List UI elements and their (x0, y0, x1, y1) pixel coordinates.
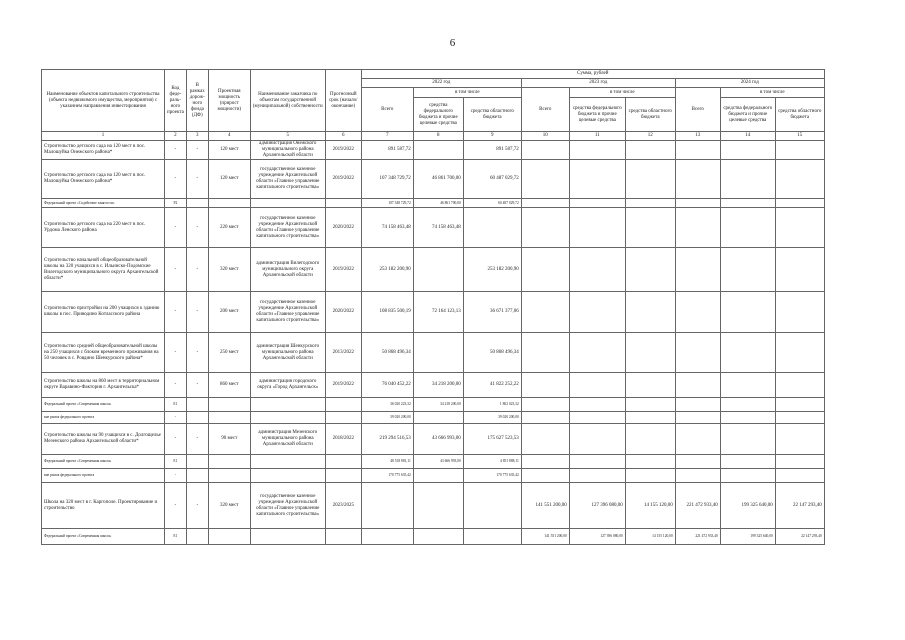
cell-value (625, 398, 675, 412)
cell-value (625, 333, 675, 373)
cell-value: 74 158 463,48 (361, 208, 413, 248)
cell-code: - (165, 333, 187, 373)
cell-period: 2020/2022 (325, 292, 361, 333)
cell-customer: администрация Вилегодского муниципального округа Архангельской области (250, 248, 325, 292)
column-number: 8 (413, 132, 463, 141)
table-row (42, 160, 825, 199)
table-subrow (42, 199, 825, 208)
cell-value (720, 141, 775, 160)
cell-value (775, 248, 824, 292)
header-capacity: Проектная мощность (прирост мощности) (208, 70, 250, 132)
cell-value (569, 373, 625, 398)
cell-code: - (165, 373, 187, 398)
cell-value (569, 424, 625, 455)
cell-name: Строительство детского сада на 220 мест в пос. Урдома Ленского района (42, 208, 165, 248)
cell-customer: государственное казенное учреждение Архангельской области «Главное управление капитального строительства» (250, 160, 325, 199)
cell-value: 221 472 933,40 (675, 483, 720, 529)
header-fund: В рамках дорож-ного фонда (ДФ) (186, 70, 208, 132)
cell-period: 2023/2025 (325, 483, 361, 529)
cell-code: E1 (165, 455, 187, 469)
cell-value (675, 199, 720, 208)
table-row (42, 292, 825, 333)
cell-fund (186, 412, 208, 424)
cell-value: 199 325 640,00 (720, 529, 775, 545)
cell-value: 1 802 023,32 (463, 398, 521, 412)
cell-capacity: 250 мест (208, 333, 250, 373)
cell-fund (186, 469, 208, 483)
cell-value (521, 141, 569, 160)
table-row (42, 373, 825, 398)
cell-fund: - (186, 333, 208, 373)
cell-value (463, 208, 521, 248)
header-regional-2023: средства областного бюджета (625, 98, 675, 132)
cell-customer: администрация Шенкурского муниципального района Архангельской области (250, 333, 325, 373)
cell-value: 4 851 888,11 (463, 455, 521, 469)
cell-value (775, 373, 824, 398)
cell-value (675, 455, 720, 469)
cell-value: 127 396 080,00 (569, 529, 625, 545)
cell-capacity (208, 469, 250, 483)
cell-period (325, 199, 361, 208)
cell-value: 219 294 516,53 (361, 424, 413, 455)
cell-customer (250, 455, 325, 469)
cell-name: Федеральный проект «Содействие занятости» (42, 199, 165, 208)
cell-value (569, 141, 625, 160)
cell-value: 34 218 200,00 (413, 373, 463, 398)
cell-code: - (165, 292, 187, 333)
cell-value: 170 775 635,42 (463, 469, 521, 483)
cell-value (625, 424, 675, 455)
cell-value (775, 412, 824, 424)
cell-capacity: 320 мест (208, 248, 250, 292)
cell-fund: - (186, 292, 208, 333)
cell-value (463, 483, 521, 529)
header-total-2022: Всего (361, 88, 413, 132)
cell-value (625, 208, 675, 248)
cell-value (720, 373, 775, 398)
cell-value (675, 398, 720, 412)
column-number: 15 (775, 132, 824, 141)
cell-value (675, 292, 720, 333)
cell-value (775, 199, 824, 208)
cell-value: 50 868 496,34 (361, 333, 413, 373)
table-body (42, 141, 825, 545)
column-number: 14 (720, 132, 775, 141)
column-number: 4 (208, 132, 250, 141)
cell-value: 34 218 200,00 (413, 398, 463, 412)
cell-value (625, 373, 675, 398)
cell-value: 72 164 123,13 (413, 292, 463, 333)
cell-period (325, 412, 361, 424)
cell-customer: администрация городского округа «Город Архангельск» (250, 373, 325, 398)
cell-name: Строительство средней общеобразовательной школы на 250 учащихся с блоком временного проживания на 50 человек в с. Ровдино Шенкурского района* (42, 333, 165, 373)
cell-value (675, 424, 720, 455)
header-federal-2022: средства федерального бюджета и прочие целевые средства (413, 98, 463, 132)
column-number: 6 (325, 132, 361, 141)
column-number: 12 (625, 132, 675, 141)
header-code: Код феде-раль-ного проекта (165, 70, 187, 132)
cell-value (521, 333, 569, 373)
cell-code: - (165, 208, 187, 248)
cell-name: Федеральный проект «Современная школа» (42, 455, 165, 469)
table-row (42, 208, 825, 248)
cell-value (675, 248, 720, 292)
cell-value (569, 248, 625, 292)
cell-code: E1 (165, 398, 187, 412)
cell-value (720, 199, 775, 208)
cell-value (521, 248, 569, 292)
cell-value (569, 208, 625, 248)
header-regional-2024: средства областного бюджета (775, 98, 824, 132)
cell-value (775, 160, 824, 199)
header-year-2024: 2024 год (675, 79, 824, 88)
cell-customer (250, 412, 325, 424)
header-name: Наименование объектов капитального строительства (объекта недвижимого имущества, мероприятия) с указанием направления инвестирования (42, 70, 165, 132)
cell-value: 39 020 200,00 (361, 412, 413, 424)
cell-value (625, 455, 675, 469)
cell-name: Строительство школы на 90 учащихся в с. Долгощелье Мезенского района Архангельской области* (42, 424, 165, 455)
cell-value (775, 424, 824, 455)
cell-name: Школа на 320 мест в г. Каргополе. Проектирование и строительство (42, 483, 165, 529)
cell-value (675, 160, 720, 199)
header-total-2024: Всего (675, 88, 720, 132)
cell-period (325, 455, 361, 469)
cell-code: - (165, 483, 187, 529)
cell-period (325, 398, 361, 412)
cell-value: 74 158 463,48 (413, 208, 463, 248)
cell-value (720, 333, 775, 373)
cell-fund: - (186, 483, 208, 529)
cell-value: 170 775 635,42 (361, 469, 413, 483)
cell-name: вне рамок федерального проекта (42, 412, 165, 424)
cell-name: Строительство школы на 860 мест в территориальном округе Варавино-Фактория г. Архангельска* (42, 373, 165, 398)
cell-value (569, 292, 625, 333)
cell-value (625, 292, 675, 333)
cell-value (720, 455, 775, 469)
cell-value (521, 373, 569, 398)
table-header (42, 70, 825, 141)
column-number: 11 (569, 132, 625, 141)
investment-table-wrapper (41, 69, 825, 545)
header-total-2023: Всего (521, 88, 569, 132)
cell-value: 107 348 729,72 (361, 160, 413, 199)
cell-fund (186, 455, 208, 469)
cell-value (625, 199, 675, 208)
cell-value (521, 424, 569, 455)
column-number: 13 (675, 132, 720, 141)
cell-capacity: 860 мест (208, 373, 250, 398)
cell-fund: - (186, 208, 208, 248)
header-customer: Наименование заказчика по объектам государственной (муниципальной) собственности (250, 70, 325, 132)
header-year-2022: 2022 год (361, 79, 521, 88)
cell-value (521, 455, 569, 469)
cell-name: Федеральный проект «Современная школа» (42, 529, 165, 545)
cell-value (720, 398, 775, 412)
cell-capacity (208, 199, 250, 208)
table-subrow (42, 469, 825, 483)
cell-value: 36 020 223,32 (361, 398, 413, 412)
cell-value (775, 208, 824, 248)
cell-customer (250, 469, 325, 483)
cell-value: 127 396 080,00 (569, 483, 625, 529)
table-row (42, 141, 825, 160)
cell-value (521, 199, 569, 208)
header-incl-2024: в том числе (720, 88, 824, 98)
page-number: 6 (449, 37, 456, 49)
cell-value (569, 199, 625, 208)
cell-value: 46 861 700,00 (413, 199, 463, 208)
cell-fund (186, 529, 208, 545)
cell-customer (250, 529, 325, 545)
cell-fund (186, 398, 208, 412)
cell-value (413, 333, 463, 373)
investment-table (41, 69, 825, 545)
cell-period (325, 529, 361, 545)
cell-value (720, 160, 775, 199)
cell-name: Строительство детского сада на 120 мест в пос. Малошуйка Онежского района* (42, 141, 165, 160)
cell-name: Строительство начальной общеобразовательной школы на 320 учащихся в с. Ильинско-Подомские Вилегодского муниципального округа Архангельской области* (42, 248, 165, 292)
cell-capacity: 120 мест (208, 160, 250, 199)
cell-period: 2019/2022 (325, 248, 361, 292)
cell-value (361, 483, 413, 529)
cell-value (675, 333, 720, 373)
cell-value: 50 868 496,34 (463, 333, 521, 373)
cell-capacity: 220 мест (208, 208, 250, 248)
cell-capacity (208, 529, 250, 545)
cell-value (569, 412, 625, 424)
column-number: 5 (250, 132, 325, 141)
cell-value (413, 529, 463, 545)
cell-period (325, 469, 361, 483)
cell-customer: администрация Мезенского муниципального района Архангельской области (250, 424, 325, 455)
table-subrow (42, 398, 825, 412)
cell-value (625, 160, 675, 199)
cell-value (521, 208, 569, 248)
cell-value: 22 147 293,40 (775, 529, 824, 545)
cell-value (413, 483, 463, 529)
header-year-2023: 2023 год (521, 79, 675, 88)
cell-value (413, 248, 463, 292)
cell-fund (186, 199, 208, 208)
cell-code: - (165, 424, 187, 455)
table-row (42, 333, 825, 373)
cell-period: 2020/2022 (325, 208, 361, 248)
cell-period: 2019/2022 (325, 373, 361, 398)
cell-value (569, 469, 625, 483)
cell-capacity (208, 398, 250, 412)
cell-period: 2019/2022 (325, 141, 361, 160)
cell-name: Федеральный проект «Современная школа» (42, 398, 165, 412)
cell-value (775, 455, 824, 469)
cell-value: 141 551 200,00 (521, 483, 569, 529)
cell-value (625, 412, 675, 424)
cell-value (720, 208, 775, 248)
cell-code: - (165, 412, 187, 424)
cell-value: 108 835 500,19 (361, 292, 413, 333)
cell-value: 48 518 881,11 (361, 455, 413, 469)
cell-value (413, 141, 463, 160)
cell-value (775, 333, 824, 373)
cell-value (675, 412, 720, 424)
cell-value (521, 469, 569, 483)
cell-customer (250, 398, 325, 412)
cell-value (720, 248, 775, 292)
cell-code: - (165, 141, 187, 160)
cell-capacity: 120 мест (208, 141, 250, 160)
cell-value: 891 587,72 (463, 141, 521, 160)
header-regional-2022: средства областного бюджета (463, 98, 521, 132)
cell-capacity: 200 мест (208, 292, 250, 333)
header-incl-2022: в том числе (413, 88, 521, 98)
cell-value: 39 020 200,00 (463, 412, 521, 424)
column-number: 10 (521, 132, 569, 141)
cell-value (775, 292, 824, 333)
cell-period: 2013/2022 (325, 333, 361, 373)
cell-capacity (208, 412, 250, 424)
cell-capacity (208, 455, 250, 469)
cell-capacity: 90 мест (208, 424, 250, 455)
cell-fund: - (186, 373, 208, 398)
column-number: 9 (463, 132, 521, 141)
cell-value (720, 412, 775, 424)
cell-value: 107 348 729,72 (361, 199, 413, 208)
cell-value: 14 155 120,00 (625, 483, 675, 529)
cell-code: - (165, 469, 187, 483)
table-subrow (42, 455, 825, 469)
header-federal-2024: средства федерального бюджета и прочие целевые средства (720, 98, 775, 132)
cell-value (675, 141, 720, 160)
cell-value: 253 182 200,90 (463, 248, 521, 292)
cell-value (775, 141, 824, 160)
cell-value (775, 469, 824, 483)
cell-value: 221 472 933,40 (675, 529, 720, 545)
cell-value (625, 469, 675, 483)
cell-value: 43 666 993,00 (413, 455, 463, 469)
cell-name: вне рамок федерального проекта (42, 469, 165, 483)
header-sum: Сумма, рублей (361, 70, 824, 79)
cell-value (720, 469, 775, 483)
cell-code: E1 (165, 529, 187, 545)
cell-value (775, 398, 824, 412)
cell-value: 253 182 200,90 (361, 248, 413, 292)
cell-fund: - (186, 160, 208, 199)
cell-value (569, 333, 625, 373)
cell-value: 36 671 377,06 (463, 292, 521, 333)
cell-value (625, 141, 675, 160)
cell-code: - (165, 160, 187, 199)
cell-value (720, 424, 775, 455)
cell-customer: государственное казенное учреждение Архангельской области «Главное управление капитального строительства» (250, 208, 325, 248)
cell-value (413, 469, 463, 483)
cell-value (521, 292, 569, 333)
cell-code: P2 (165, 199, 187, 208)
cell-value: 60 487 029,72 (463, 160, 521, 199)
table-row (42, 483, 825, 529)
column-number: 3 (186, 132, 208, 141)
column-number: 1 (42, 132, 165, 141)
cell-value: 14 155 120,00 (625, 529, 675, 545)
cell-period: 2019/2022 (325, 160, 361, 199)
cell-customer: государственное казенное учреждение Архангельской области «Главное управление капитального строительства» (250, 483, 325, 529)
cell-value (521, 398, 569, 412)
cell-value: 175 627 523,53 (463, 424, 521, 455)
cell-fund: - (186, 424, 208, 455)
table-subrow (42, 529, 825, 545)
table-row (42, 424, 825, 455)
cell-period: 2018/2022 (325, 424, 361, 455)
cell-value: 891 587,72 (361, 141, 413, 160)
cell-value (463, 529, 521, 545)
cell-value (521, 412, 569, 424)
cell-fund: - (186, 141, 208, 160)
cell-value (675, 208, 720, 248)
cell-value (521, 160, 569, 199)
column-numbers-row (42, 132, 825, 141)
cell-value (361, 529, 413, 545)
cell-value: 43 666 993,00 (413, 424, 463, 455)
cell-name: Строительство детского сада на 120 мест в пос. Малошуйка Онежского района* (42, 160, 165, 199)
cell-value (720, 292, 775, 333)
cell-code: - (165, 248, 187, 292)
cell-value (675, 373, 720, 398)
cell-value: 60 487 029,72 (463, 199, 521, 208)
cell-value (569, 398, 625, 412)
cell-value (625, 248, 675, 292)
cell-value (413, 412, 463, 424)
table-subrow (42, 412, 825, 424)
cell-value: 46 861 700,00 (413, 160, 463, 199)
header-federal-2023: средства федерального бюджета и прочие целевые средства (569, 98, 625, 132)
column-number: 7 (361, 132, 413, 141)
cell-value (569, 455, 625, 469)
cell-customer: государственное казенное учреждение Архангельской области «Главное управление капитального строительства» (250, 292, 325, 333)
cell-value: 76 040 452,22 (361, 373, 413, 398)
cell-value: 141 551 200,00 (521, 529, 569, 545)
cell-capacity: 320 мест (208, 483, 250, 529)
cell-value (675, 469, 720, 483)
cell-fund: - (186, 248, 208, 292)
cell-value: 22 147 293,40 (775, 483, 824, 529)
cell-value: 199 325 640,00 (720, 483, 775, 529)
cell-value (569, 160, 625, 199)
cell-customer (250, 199, 325, 208)
column-number: 2 (165, 132, 187, 141)
header-incl-2023: в том числе (569, 88, 675, 98)
cell-name: Строительство пристройки на 200 учащихся к зданию школы в пос. Приводино Котласского района (42, 292, 165, 333)
header-period: Прогнозный срок (начало/ окончание) (325, 70, 361, 132)
table-row (42, 248, 825, 292)
cell-value: 41 822 252,22 (463, 373, 521, 398)
cell-customer: администрация Онежского муниципального района Архангельской области (250, 141, 325, 160)
